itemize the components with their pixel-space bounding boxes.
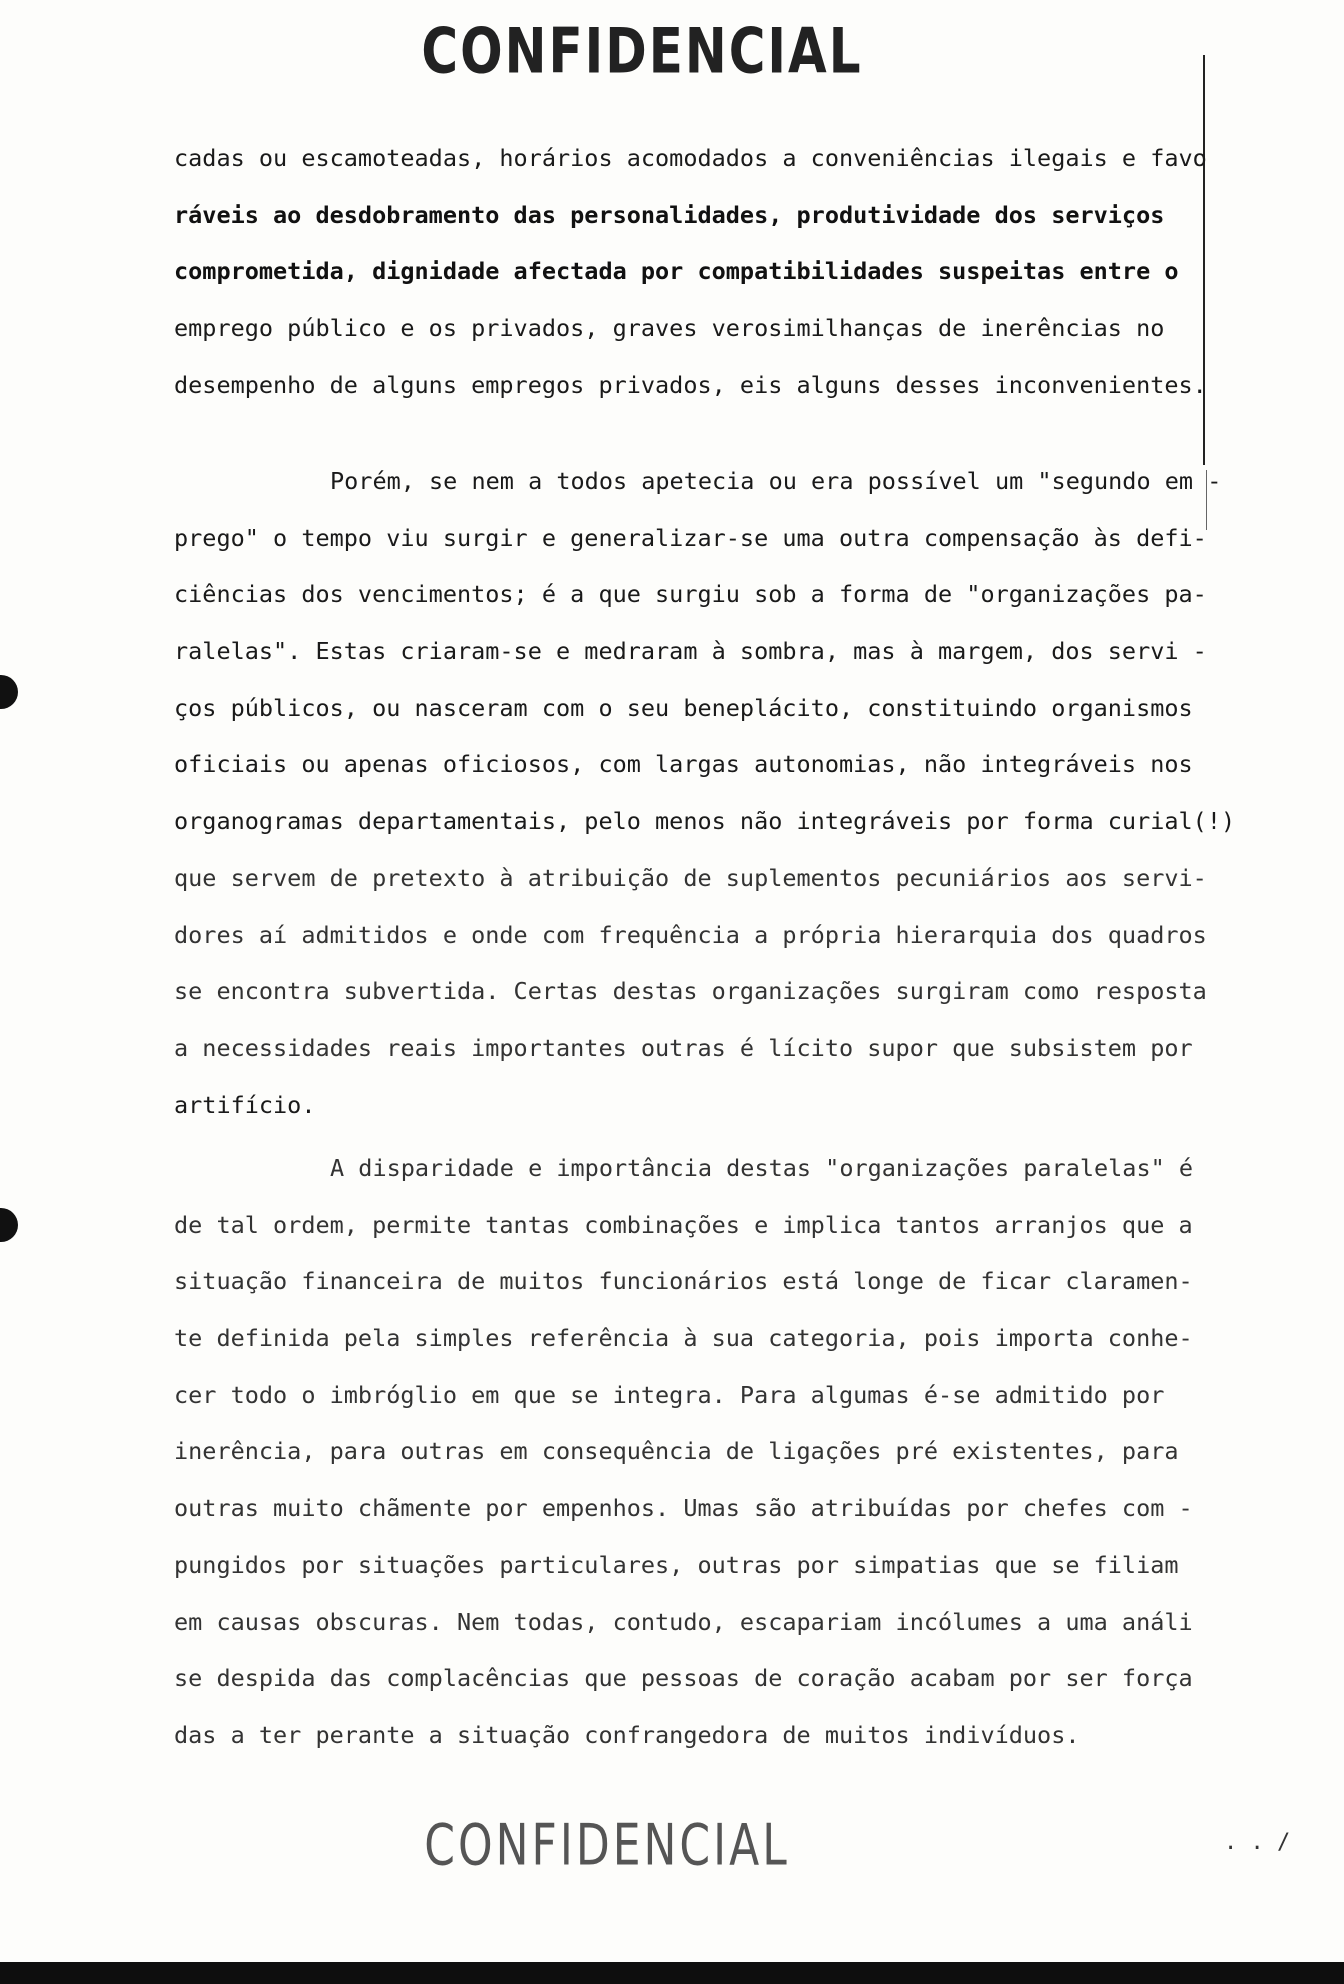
text-line: a necessidades reais importantes outras é lícito supor que subsistem por xyxy=(174,1033,1193,1062)
text-line: ciências dos vencimentos; é a que surgiu sob a forma de "organizações pa- xyxy=(174,580,1207,609)
text-line: se encontra subvertida. Certas destas organizações surgiram como resposta xyxy=(174,977,1207,1006)
text-line: ralelas". Estas criaram-se e medraram à sombra, mas à margem, dos servi - xyxy=(174,637,1207,666)
confidential-stamp-top: CONFIDENCIAL xyxy=(421,14,863,88)
text-line: pungidos por situações particulares, outras por simpatias que se filiam xyxy=(174,1550,1179,1579)
text-line: cer todo o imbróglio em que se integra. Para algumas é-se admitido por xyxy=(174,1380,1165,1409)
punch-hole-lower xyxy=(0,1208,18,1242)
paragraph-organizacoes-paralelas xyxy=(174,453,1332,1133)
text-line: te definida pela simples referência à sua categoria, pois importa conhe- xyxy=(174,1324,1193,1353)
text-line: A disparidade e importância destas "organizações paralelas" é xyxy=(330,1154,1194,1182)
text-line: situação financeira de muitos funcionários está longe de ficar claramen- xyxy=(174,1267,1193,1296)
text-line: ráveis ao desdobramento das personalidades, produtividade dos serviços xyxy=(174,200,1165,229)
text-line: artifício. xyxy=(174,1090,316,1119)
text-line: desempenho de alguns empregos privados, eis alguns desses inconvenientes. xyxy=(174,370,1207,399)
text-line: ços públicos, ou nasceram com o seu beneplácito, constituindo organismos xyxy=(174,693,1193,722)
text-line: dores aí admitidos e onde com frequência a própria hierarquia dos quadros xyxy=(174,920,1207,949)
paragraph-continuation xyxy=(174,130,1332,413)
punch-hole-upper xyxy=(0,675,18,709)
text-line: em causas obscuras. Nem todas, contudo, escapariam incólumes a uma análi xyxy=(174,1607,1193,1636)
paragraph-disparidade xyxy=(174,1140,1332,1764)
text-line: outras muito chãmente por empenhos. Umas são atribuídas por chefes com - xyxy=(174,1494,1193,1523)
text-line: emprego público e os privados, graves verosimilhanças de inerências no xyxy=(174,314,1165,343)
text-line: de tal ordem, permite tantas combinações e implica tantos arranjos que a xyxy=(174,1210,1193,1239)
scan-edge-strip xyxy=(0,1962,1344,1984)
text-line: comprometida, dignidade afectada por compatibilidades suspeitas entre o xyxy=(174,257,1179,286)
text-line: prego" o tempo viu surgir e generalizar-se uma outra compensação às defi- xyxy=(174,523,1207,552)
text-line: que servem de pretexto à atribuição de suplementos pecuniários aos servi- xyxy=(174,863,1207,892)
text-line: das a ter perante a situação confrangedora de muitos indivíduos. xyxy=(174,1720,1080,1749)
text-line: inerência, para outras em consequência de ligações pré existentes, para xyxy=(174,1437,1179,1466)
text-line: Porém, se nem a todos apetecia ou era possível um "segundo em - xyxy=(330,467,1222,495)
page-continuation-mark: . . / xyxy=(1224,1830,1291,1855)
text-line: oficiais ou apenas oficiosos, com largas autonomias, não integráveis nos xyxy=(174,750,1193,779)
text-line: se despida das complacências que pessoas de coração acabam por ser força xyxy=(174,1664,1193,1693)
text-line: organogramas departamentais, pelo menos não integráveis por forma curial(!) xyxy=(174,807,1236,836)
confidential-stamp-bottom: CONFIDENCIAL xyxy=(424,1812,790,1879)
text-line: cadas ou escamoteadas, horários acomodados a conveniências ilegais e favo xyxy=(174,144,1207,172)
